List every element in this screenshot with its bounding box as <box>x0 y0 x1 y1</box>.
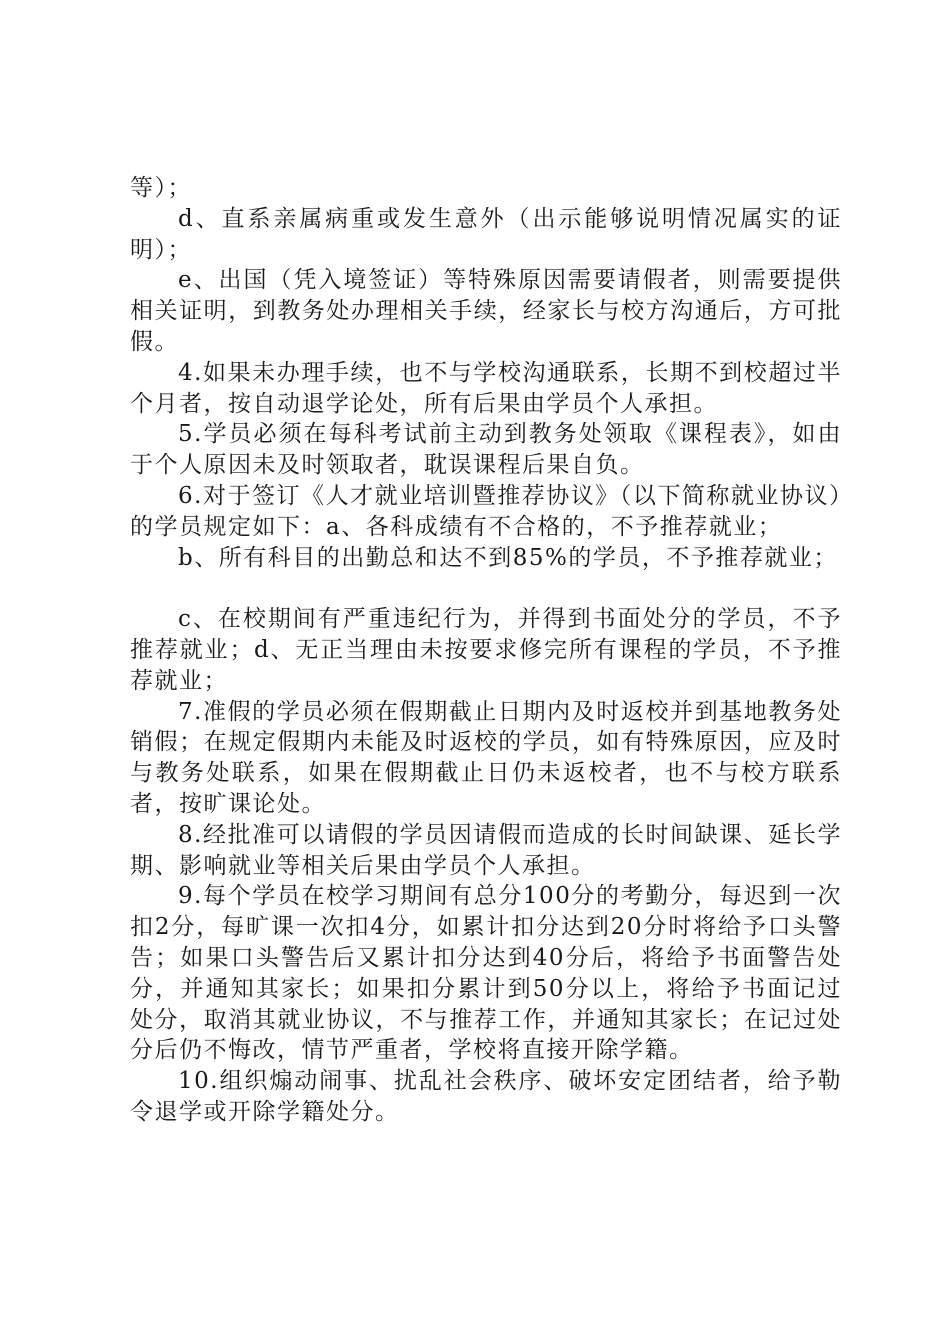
blank-line <box>130 573 842 604</box>
paragraph-rule-10: 10.组织煽动闹事、扰乱社会秩序、破坏安定团结者，给予勒令退学或开除学籍处分。 <box>130 1068 842 1125</box>
paragraph-item-d: d、直系亲属病重或发生意外（出示能够说明情况属实的证明）； <box>130 205 842 263</box>
paragraph-continuation: 等）； <box>130 175 192 201</box>
paragraph-rule-6-b: b、所有科目的出勤总和达不到85%的学员，不予推荐就业； <box>178 544 838 571</box>
paragraph-rule-6: 6.对于签订《人才就业培训暨推荐协议》（以下简称就业协议）的学员规定如下：a、各科成绩有不合格的，不予推荐就业； <box>130 482 842 540</box>
paragraph-rule-9: 9.每个学员在校学习期间有总分100分的考勤分，每迟到一次扣2分，每旷课一次扣4分，如累计扣分达到20分时将给予口头警告；如果口头警告后又累计扣分达到40分后，将给予书面警告处分，并通知其家长；如果扣分累计到50分以上，将给予书面记过处分，取消其就业协议，不与推荐工作，并通知其家长；在记过处分后仍不悔改，情节严重者，学校将直接开除学籍。 <box>130 883 842 1064</box>
paragraph-item-e: e、出国（凭入境签证）等特殊原因需要请假者，则需要提供相关证明，到教务处办理相关手续，经家长与校方沟通后，方可批假。 <box>130 267 842 355</box>
paragraph-rule-8: 8.经批准可以请假的学员因请假而造成的长时间缺课、延长学期、影响就业等相关后果由学员个人承担。 <box>130 821 842 879</box>
paragraph-rule-7: 7.准假的学员必须在假期截止日期内及时返校并到基地教务处销假；在规定假期内未能及时返校的学员，如有特殊原因，应及时与教务处联系，如果在假期截止日仍未返校者，也不与校方联系者，按旷课论处。 <box>130 698 842 817</box>
paragraph-rule-5: 5.学员必须在每科考试前主动到教务处领取《课程表》，如由于个人原因未及时领取者，耽误课程后果自负。 <box>130 421 842 479</box>
paragraph-rule-6-c-d: c、在校期间有严重违纪行为，并得到书面处分的学员，不予推荐就业；d、无正当理由未按要求修完所有课程的学员，不予推荐就业； <box>130 606 842 694</box>
paragraph-rule-4: 4.如果未办理手续，也不与学校沟通联系，长期不到校超过半个月者，按自动退学论处，所有后果由学员个人承担。 <box>130 359 842 417</box>
document-body <box>130 173 842 1128</box>
